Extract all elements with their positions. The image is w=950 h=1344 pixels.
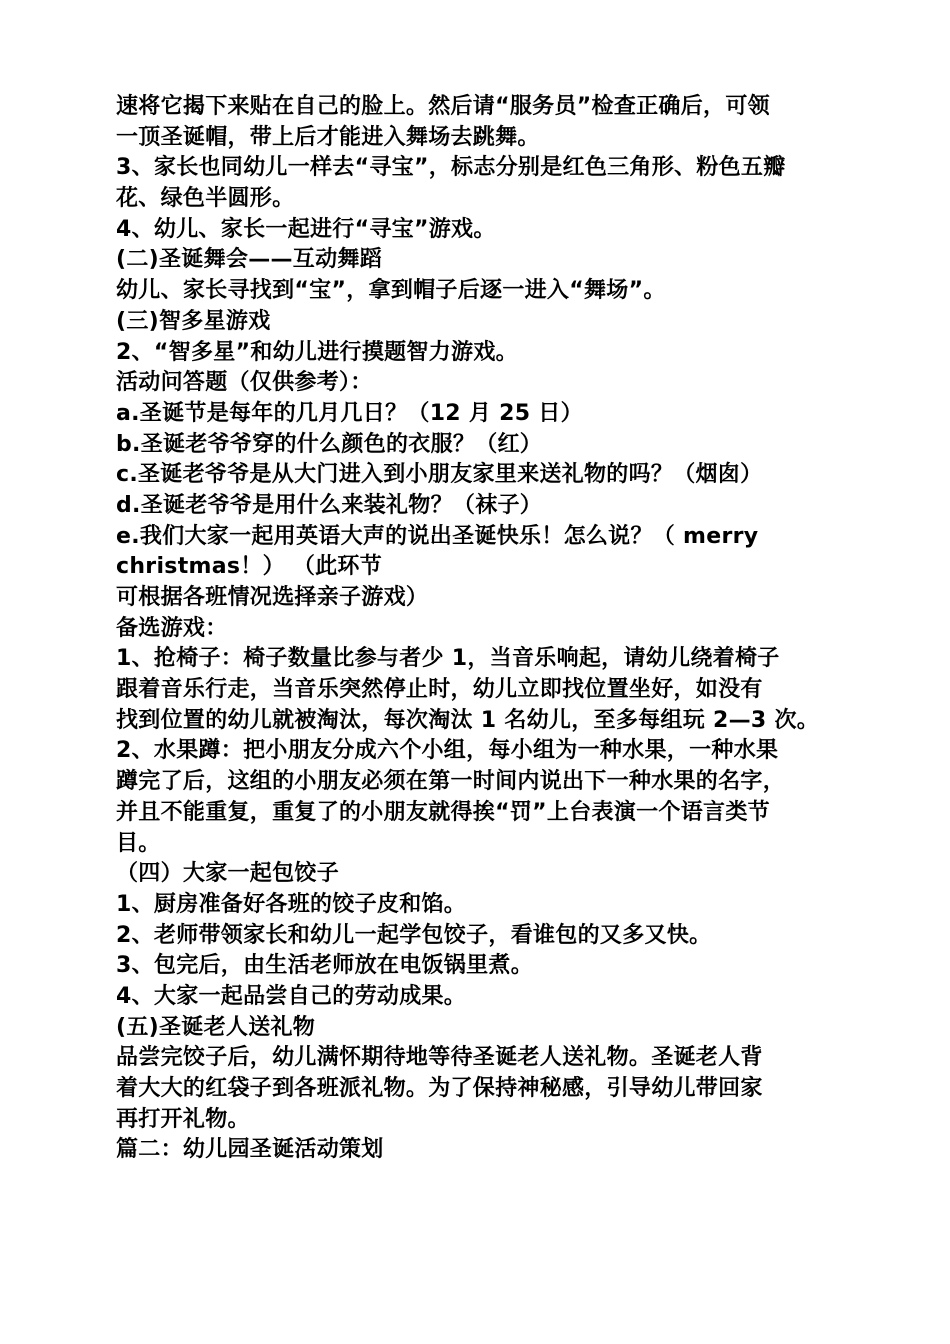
text-line: christmas！） （此环节 bbox=[116, 554, 383, 580]
text-line: 2、“智多星”和幼儿进行摸题智力游戏。 bbox=[116, 339, 518, 365]
section-heading: (五)圣诞老人送礼物 bbox=[116, 1014, 316, 1040]
text-line: 2、老师带领家长和幼儿一起学包饺子，看谁包的又多又快。 bbox=[116, 922, 712, 948]
section-heading: (三)智多星游戏 bbox=[116, 308, 271, 334]
section-heading: (二)圣诞舞会——互动舞蹈 bbox=[116, 247, 383, 273]
text-line: 1、厨房准备好各班的饺子皮和馅。 bbox=[116, 891, 467, 917]
quiz-item: c.圣诞老爷爷是从大门进入到小朋友家里来送礼物的吗？（烟囱） bbox=[116, 462, 763, 488]
text-line: 可根据各班情况选择亲子游戏） bbox=[116, 585, 429, 610]
text-line: 4、幼儿、家长一起进行“寻宝”游戏。 bbox=[116, 216, 496, 242]
text-line: 跟着音乐行走，当音乐突然停止时，幼儿立即找位置坐好，如没有 bbox=[116, 677, 763, 703]
text-line: 一顶圣诞帽，带上后才能进入舞场去跳舞。 bbox=[116, 124, 540, 150]
text-line: 花、绿色半圆形。 bbox=[116, 186, 295, 212]
quiz-item: e.我们大家一起用英语大声的说出圣诞快乐！怎么说？（ merry bbox=[116, 523, 759, 549]
text-line: 4、大家一起品尝自己的劳动成果。 bbox=[116, 983, 467, 1009]
text-line: 品尝完饺子后，幼儿满怀期待地等待圣诞老人送礼物。圣诞老人背 bbox=[116, 1045, 763, 1071]
text-line: 目。 bbox=[116, 830, 161, 856]
text-line: 备选游戏： bbox=[116, 615, 228, 641]
text-line: 1、抢椅子：椅子数量比参与者少 1，当音乐响起，请幼儿绕着椅子 bbox=[116, 646, 780, 672]
text-line: 活动问答题（仅供参考）： bbox=[116, 370, 373, 396]
text-line: 3、包完后，由生活老师放在电饭锅里煮。 bbox=[116, 953, 534, 979]
text-line: 2、水果蹲：把小朋友分成六个小组，每小组为一种水果，一种水果 bbox=[116, 738, 779, 764]
document-body bbox=[116, 92, 916, 1166]
text-line: 3、家长也同幼儿一样去“寻宝”，标志分别是红色三角形、粉色五瓣 bbox=[116, 155, 786, 181]
quiz-item: b.圣诞老爷爷穿的什么颜色的衣服？（红） bbox=[116, 431, 543, 457]
section-heading: （四）大家一起包饺子 bbox=[116, 861, 340, 887]
text-line: 幼儿、家长寻找到“宝”，拿到帽子后逐一进入“舞场”。 bbox=[116, 278, 666, 304]
text-line: 着大大的红袋子到各班派礼物。为了保持神秘感，引导幼儿带回家 bbox=[116, 1076, 763, 1101]
text-line: 速将它揭下来贴在自己的脸上。然后请“服务员”检查正确后，可领 bbox=[116, 94, 770, 119]
quiz-item: a.圣诞节是每年的几月几日？（12 月 25 日） bbox=[116, 400, 583, 426]
text-line: 找到位置的幼儿就被淘汰，每次淘汰 1 名幼儿，至多每组玩 2—3 次。 bbox=[116, 707, 820, 733]
chapter-heading: 篇二：幼儿园圣诞活动策划 bbox=[116, 1137, 384, 1163]
quiz-item: d.圣诞老爷爷是用什么来装礼物？（袜子） bbox=[116, 492, 543, 518]
text-line: 再打开礼物。 bbox=[116, 1106, 250, 1132]
text-line: 并且不能重复，重复了的小朋友就得挨“罚”上台表演一个语言类节 bbox=[116, 799, 770, 825]
text-line: 蹲完了后，这组的小朋友必须在第一时间内说出下一种水果的名字， bbox=[116, 769, 786, 795]
